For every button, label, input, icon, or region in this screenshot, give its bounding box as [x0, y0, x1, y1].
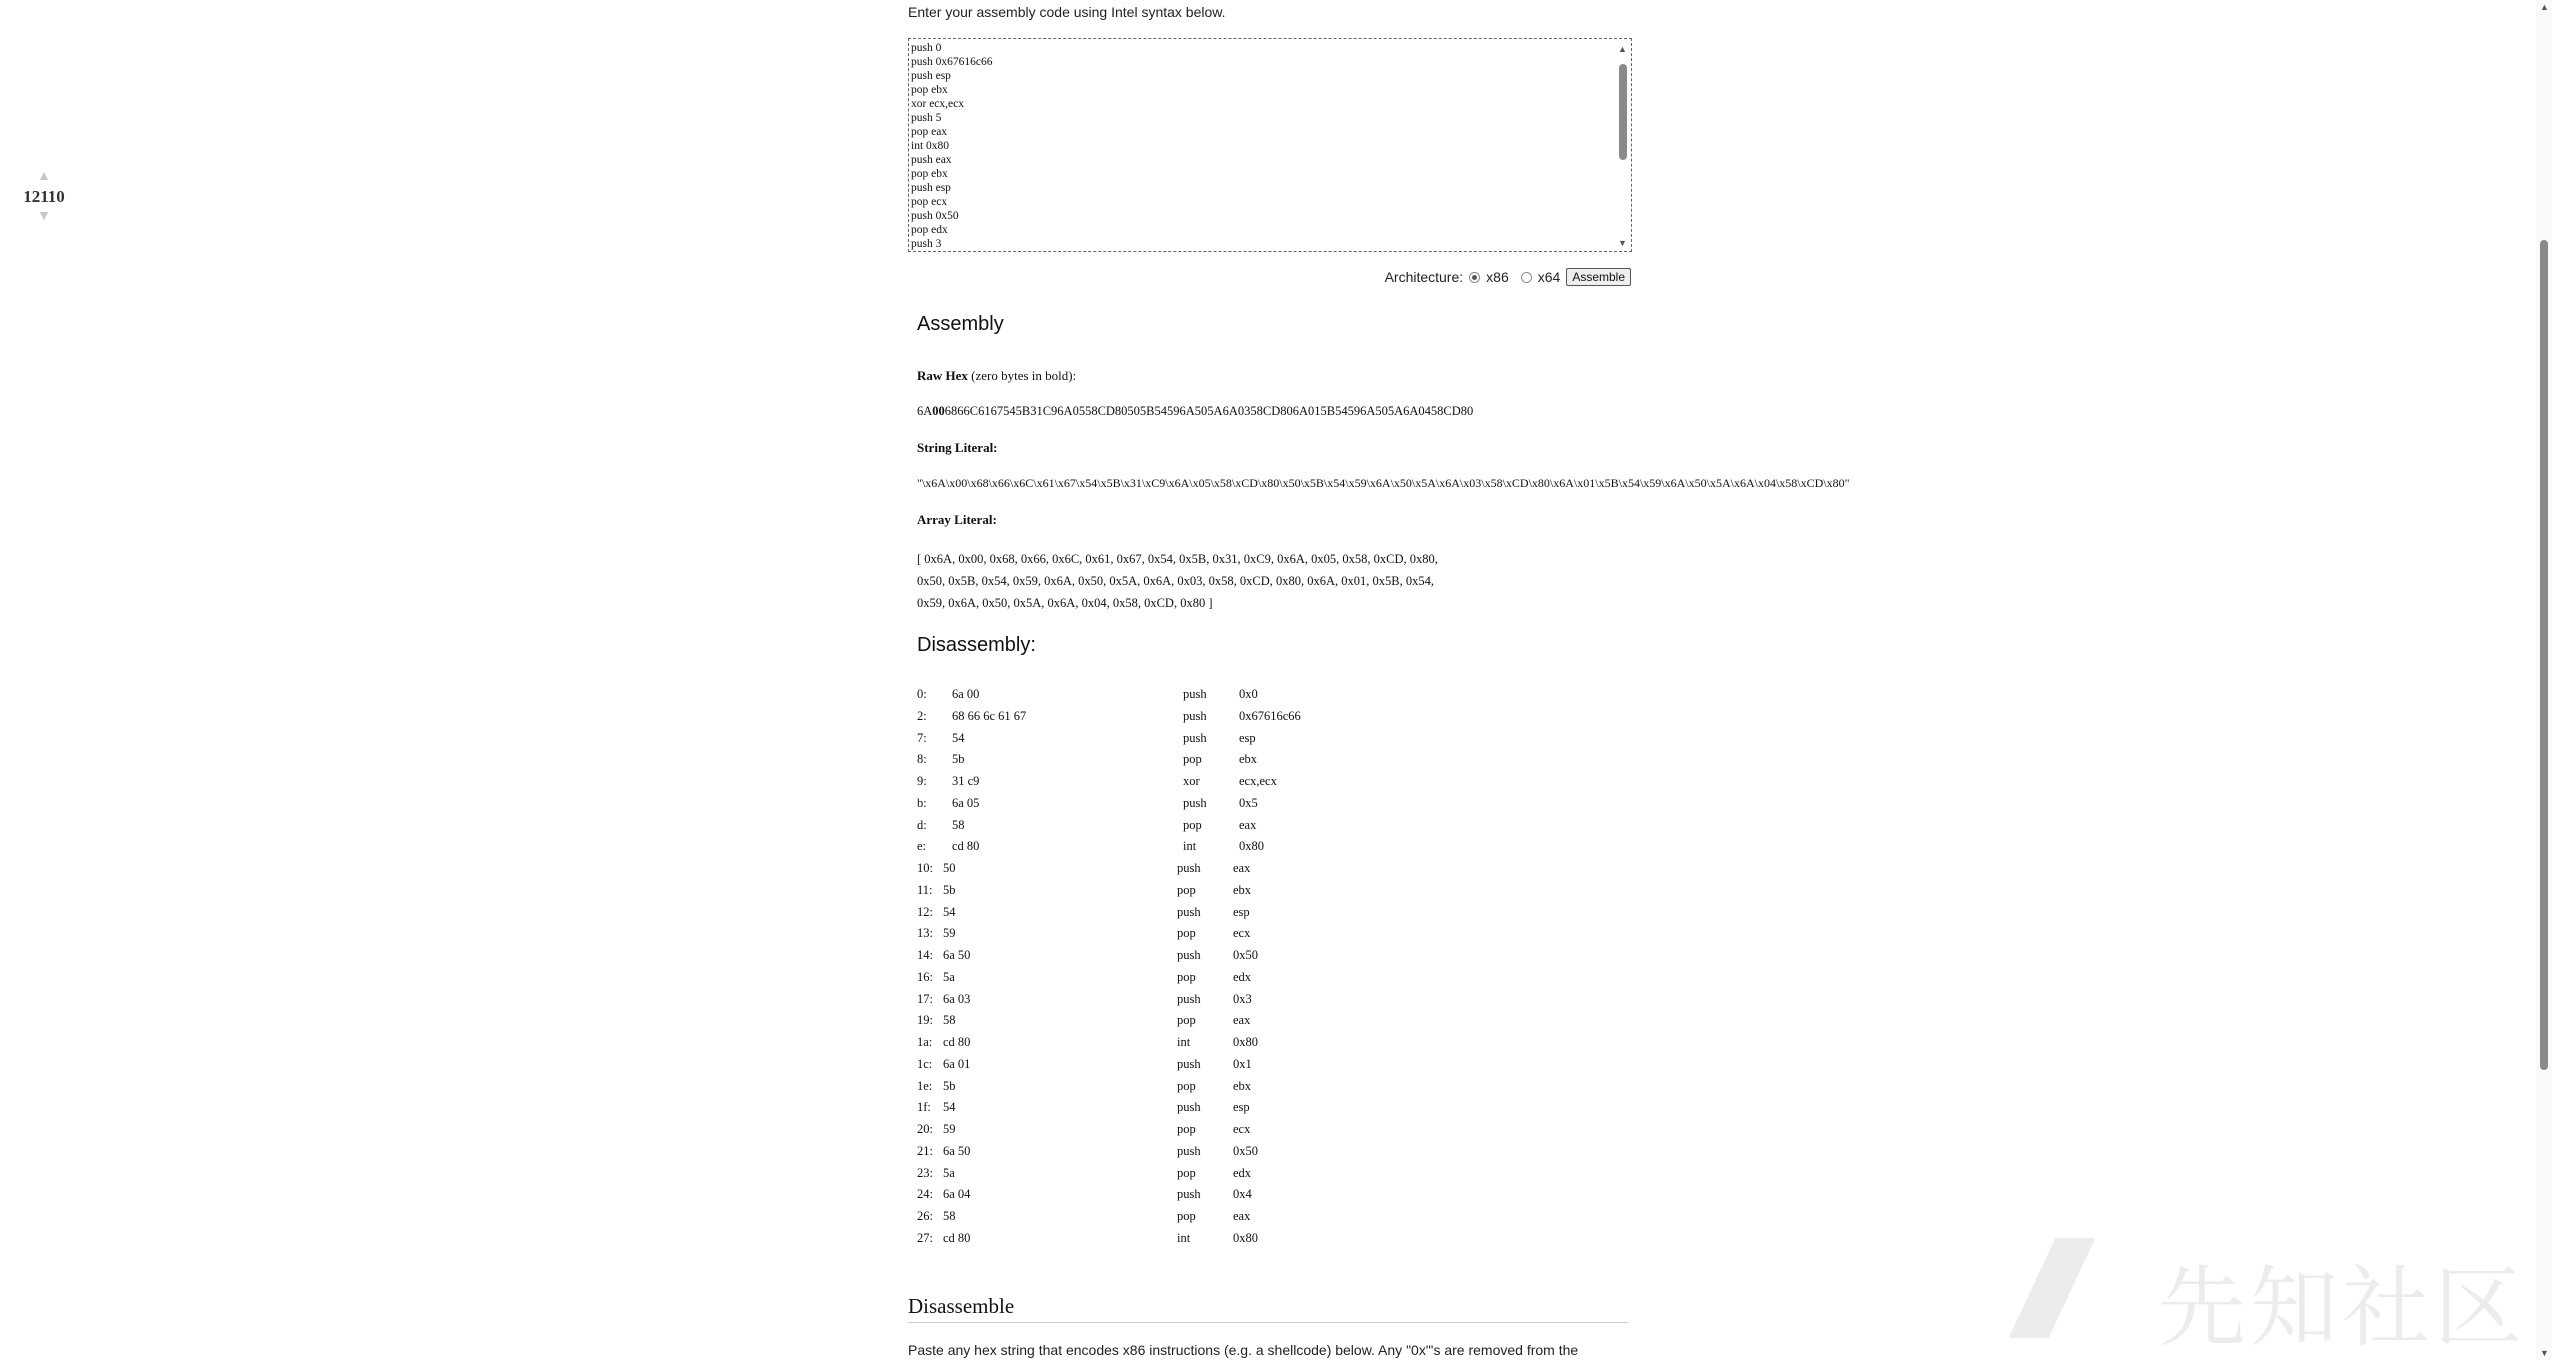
disassembly-row — [917, 752, 1417, 772]
disassembly-operand: eax — [1239, 817, 1257, 832]
disassembly-address: 14: — [917, 948, 933, 962]
disassembly-heading: Disassembly: — [917, 634, 1036, 656]
raw-hex-note: (zero bytes in bold): — [967, 368, 1077, 383]
disassembly-operand: ebx — [1233, 882, 1252, 897]
disassembly-mnemonic: pop — [1177, 1165, 1196, 1180]
disassembly-operand: 0x67616c66 — [1239, 708, 1301, 723]
disassembly-row — [917, 1100, 1417, 1120]
scrollbar-thumb[interactable] — [1619, 64, 1627, 160]
disassembly-bytes: 6a 04 — [943, 1187, 971, 1202]
disassembly-operand: 0x50 — [1233, 948, 1258, 962]
vote-count: 12110 — [23, 187, 65, 206]
disassembly-row — [917, 883, 1417, 903]
array-literal-label: Array Literal: — [917, 512, 997, 527]
disassembly-address: 1c: — [917, 1056, 933, 1071]
disassembly-mnemonic: int — [1183, 839, 1197, 854]
array-literal-value: [ 0x6A, 0x00, 0x68, 0x66, 0x6C, 0x61, 0x67, 0x54, 0x5B, 0x31, 0xC9, 0x6A, 0x05, 0x58, 0xCD, 0x80, 0x50, 0x5B, 0x54, 0x59, 0x6A, 0x50, 0x5A, 0x6A, 0x03, 0x58, 0xCD, 0x80, 0x6A, 0x01, 0x5B, 0x54, 0x59, 0x6A, 0x50, 0x5A, 0x6A, 0x04, 0x58, 0xCD, 0x80 ] — [917, 552, 1438, 610]
disassembly-mnemonic: push — [1183, 795, 1207, 810]
disassembly-bytes: 54 — [943, 904, 956, 919]
disassembly-bytes: 54 — [952, 730, 965, 745]
disassembly-row — [917, 1144, 1417, 1164]
disassembly-mnemonic: int — [1177, 1230, 1191, 1245]
watermark-slash-icon — [2009, 1238, 2096, 1338]
disassembly-mnemonic: pop — [1177, 1078, 1196, 1093]
raw-hex-part-1: 6A — [917, 404, 933, 418]
disassembly-address: 16: — [917, 969, 933, 984]
disassembly-row — [917, 1057, 1417, 1077]
disassembly-row — [917, 1122, 1417, 1142]
disassembly-mnemonic: push — [1183, 708, 1207, 723]
architecture-label: Architecture: — [1384, 269, 1464, 285]
disassemble-description: Paste any hex string that encodes x86 instructions (e.g. a shellcode) below. Any "0x"'s are removed from the — [908, 1342, 1579, 1358]
disassembly-row — [917, 970, 1417, 990]
disassembly-bytes: 6a 01 — [943, 1056, 971, 1071]
disassembly-operand: esp — [1239, 730, 1256, 745]
disassembly-operand: ebx — [1239, 752, 1258, 767]
disassembly-mnemonic: push — [1183, 730, 1207, 745]
disassembly-bytes: cd 80 — [952, 839, 980, 854]
raw-hex-label — [917, 368, 1076, 384]
disassembly-operand: 0x4 — [1233, 1187, 1252, 1202]
disassembly-bytes: 31 c9 — [952, 774, 980, 788]
disassembly-bytes: 6a 05 — [952, 795, 980, 810]
disassembly-mnemonic: push — [1177, 1100, 1201, 1115]
watermark-logo — [2020, 1232, 2527, 1359]
string-literal-label: String Literal: — [917, 440, 998, 455]
disassembly-row — [917, 1209, 1417, 1229]
disassembly-mnemonic: push — [1177, 991, 1201, 1006]
disassembly-bytes: cd 80 — [943, 1230, 971, 1245]
disassembly-operand: 0x5 — [1239, 795, 1258, 810]
string-literal-value: "\x6A\x00\x68\x66\x6C\x61\x67\x54\x5B\x31\xC9\x6A\x05\x58\xCD\x80\x50\x5B\x54\x59\x6A\x50\x5A\x6A\x03\x58\xCD\x80\x6A\x01\x5B\x54\x59\x6A\x50\x5A\x6A\x04\x58\xCD\x80" — [917, 476, 1850, 490]
radio-x86[interactable] — [1469, 272, 1480, 283]
disassembly-operand: edx — [1233, 969, 1252, 984]
disassembly-address: 21: — [917, 1143, 933, 1158]
scroll-up-icon[interactable]: ▲ — [1618, 44, 1627, 54]
disassembly-bytes: 5a — [943, 1165, 955, 1180]
disassembly-operand: 0x0 — [1239, 687, 1258, 701]
disassembly-address: 11: — [917, 882, 933, 897]
disassembly-bytes: 5b — [943, 1078, 956, 1093]
disassembly-mnemonic: pop — [1177, 1013, 1196, 1028]
radio-x64[interactable] — [1521, 272, 1532, 283]
disassembly-mnemonic: pop — [1177, 1122, 1196, 1136]
disassembly-operand: eax — [1233, 861, 1251, 875]
disassembly-address: d: — [917, 817, 927, 832]
disassemble-heading: Disassemble — [908, 1294, 1015, 1318]
disassembly-mnemonic: push — [1177, 904, 1201, 919]
disassembly-operand: esp — [1233, 904, 1250, 919]
disassembly-mnemonic: pop — [1183, 817, 1202, 832]
scroll-down-icon[interactable]: ▼ — [1618, 238, 1627, 248]
disassembly-bytes: 50 — [943, 861, 956, 875]
disassembly-bytes: 58 — [952, 817, 965, 832]
disassembly-bytes: 58 — [943, 1013, 956, 1028]
raw-hex-zero-bytes: 00 — [932, 404, 945, 418]
disassembly-row — [917, 1079, 1417, 1099]
disassembly-address: 7: — [917, 730, 927, 745]
disassembly-bytes: 6a 50 — [943, 948, 971, 962]
disassembly-mnemonic: xor — [1183, 774, 1200, 788]
disassembly-bytes: 6a 50 — [943, 1143, 971, 1158]
disassembly-mnemonic: push — [1177, 861, 1201, 875]
disassembly-row — [917, 839, 1417, 859]
disassembly-mnemonic: push — [1177, 1187, 1201, 1202]
disassembly-address: 0: — [917, 687, 927, 701]
disassembly-bytes: 59 — [943, 926, 956, 941]
page-scrollbar[interactable] — [2536, 0, 2552, 1360]
assemble-button[interactable]: Assemble — [1566, 268, 1631, 286]
disassembly-address: 8: — [917, 752, 927, 767]
disassembly-bytes: 59 — [943, 1122, 956, 1136]
architecture-row — [1385, 268, 1631, 286]
disassembly-row — [917, 774, 1417, 794]
downvote-arrow-icon[interactable]: ▼ — [37, 209, 51, 224]
disassembly-mnemonic: int — [1177, 1035, 1191, 1049]
disassembly-operand: 0x80 — [1239, 839, 1264, 854]
disassembly-row — [917, 1187, 1417, 1207]
disassembly-operand: eax — [1233, 1209, 1251, 1223]
disassembly-mnemonic: pop — [1177, 926, 1196, 941]
disassembly-bytes: 6a 00 — [952, 687, 980, 701]
disassembly-row — [917, 687, 1417, 707]
disassembly-bytes: 5b — [943, 882, 956, 897]
disassembly-address: 12: — [917, 904, 933, 919]
intro-text: Enter your assembly code using Intel syntax below. — [908, 4, 1226, 20]
disassembly-address: 1e: — [917, 1078, 933, 1093]
heading-divider — [908, 1322, 1628, 1323]
watermark-text: 先知社区 — [2158, 1256, 2527, 1359]
disassembly-mnemonic: push — [1177, 948, 1201, 962]
raw-hex-part-2: 6866C6167545B31C96A0558CD80505B54596A505A6A0358CD806A015B54596A505A6A0458CD80 — [944, 404, 1474, 418]
disassembly-operand: ecx — [1233, 1122, 1251, 1136]
disassembly-mnemonic: push — [1183, 687, 1207, 701]
disassembly-address: 1a: — [917, 1035, 933, 1049]
raw-hex-title: Raw Hex — [917, 368, 968, 383]
disassembly-operand: esp — [1233, 1100, 1250, 1115]
disassembly-address: 17: — [917, 991, 933, 1006]
disassembly-bytes: cd 80 — [943, 1035, 971, 1049]
disassembly-address: 23: — [917, 1165, 933, 1180]
disassembly-mnemonic: pop — [1177, 969, 1196, 984]
disassembly-row — [917, 926, 1417, 946]
disassembly-operand: ebx — [1233, 1078, 1252, 1093]
disassembly-row — [917, 1035, 1417, 1055]
disassembly-mnemonic: push — [1177, 1143, 1201, 1158]
disassembly-operand: 0x3 — [1233, 991, 1252, 1006]
disassembly-address: 9: — [917, 774, 927, 788]
disassembly-address: b: — [917, 795, 927, 810]
assembly-heading: Assembly — [917, 313, 1004, 335]
disassembly-row — [917, 1166, 1417, 1186]
raw-hex-value — [917, 404, 1473, 419]
disassembly-address: 19: — [917, 1013, 933, 1028]
disassembly-address: 20: — [917, 1122, 933, 1136]
page-scrollbar-thumb[interactable] — [2540, 240, 2548, 1070]
disassembly-operand: edx — [1233, 1165, 1252, 1180]
disassembly-operand: 0x50 — [1233, 1143, 1258, 1158]
textarea-scrollbar[interactable] — [1616, 40, 1630, 250]
disassembly-mnemonic: pop — [1177, 882, 1196, 897]
disassembly-address: 26: — [917, 1209, 933, 1223]
disassembly-operand: ecx — [1233, 926, 1251, 941]
page-scroll-up-icon[interactable]: ▲ — [2540, 2, 2549, 12]
assembly-code-textarea[interactable] — [911, 41, 1615, 251]
disassembly-bytes: 5a — [943, 969, 955, 984]
disassembly-bytes: 54 — [943, 1100, 956, 1115]
disassembly-bytes: 68 66 6c 61 67 — [952, 708, 1027, 723]
page-scroll-down-icon[interactable]: ▼ — [2540, 1348, 2549, 1358]
disassembly-row — [917, 948, 1417, 968]
disassembly-address: 13: — [917, 926, 933, 941]
disassembly-operand: 0x80 — [1233, 1230, 1258, 1245]
disassembly-address: e: — [917, 839, 927, 854]
assembly-input[interactable] — [908, 38, 1632, 252]
disassembly-address: 10: — [917, 861, 933, 875]
disassembly-bytes: 6a 03 — [943, 991, 971, 1006]
radio-x64-label: x64 — [1537, 269, 1561, 285]
disassembly-row — [917, 992, 1417, 1012]
disassembly-row — [917, 818, 1417, 838]
disassembly-address: 1f: — [917, 1100, 931, 1115]
disassembly-row — [917, 861, 1417, 881]
disassembly-mnemonic: pop — [1177, 1209, 1196, 1223]
disassembly-row — [917, 905, 1417, 925]
upvote-arrow-icon[interactable]: ▲ — [37, 169, 51, 184]
disassembly-row — [917, 796, 1417, 816]
disassembly-operand: eax — [1233, 1013, 1251, 1028]
disassembly-row — [917, 1013, 1417, 1033]
disassembly-operand: 0x1 — [1233, 1056, 1252, 1071]
disassembly-address: 24: — [917, 1187, 933, 1202]
disassembly-row — [917, 1231, 1417, 1251]
disassembly-operand: ecx,ecx — [1239, 774, 1277, 788]
disassembly-bytes: 58 — [943, 1209, 956, 1223]
disassembly-address: 2: — [917, 708, 927, 723]
disassembly-row — [917, 731, 1417, 751]
disassembly-mnemonic: pop — [1183, 752, 1202, 767]
disassembly-address: 27: — [917, 1230, 933, 1245]
disassembly-bytes: 5b — [952, 752, 965, 767]
disassembly-operand: 0x80 — [1233, 1035, 1258, 1049]
vote-widget — [16, 168, 72, 226]
radio-x86-label: x86 — [1486, 269, 1509, 285]
disassembly-row — [917, 709, 1417, 729]
disassembly-mnemonic: push — [1177, 1056, 1201, 1071]
